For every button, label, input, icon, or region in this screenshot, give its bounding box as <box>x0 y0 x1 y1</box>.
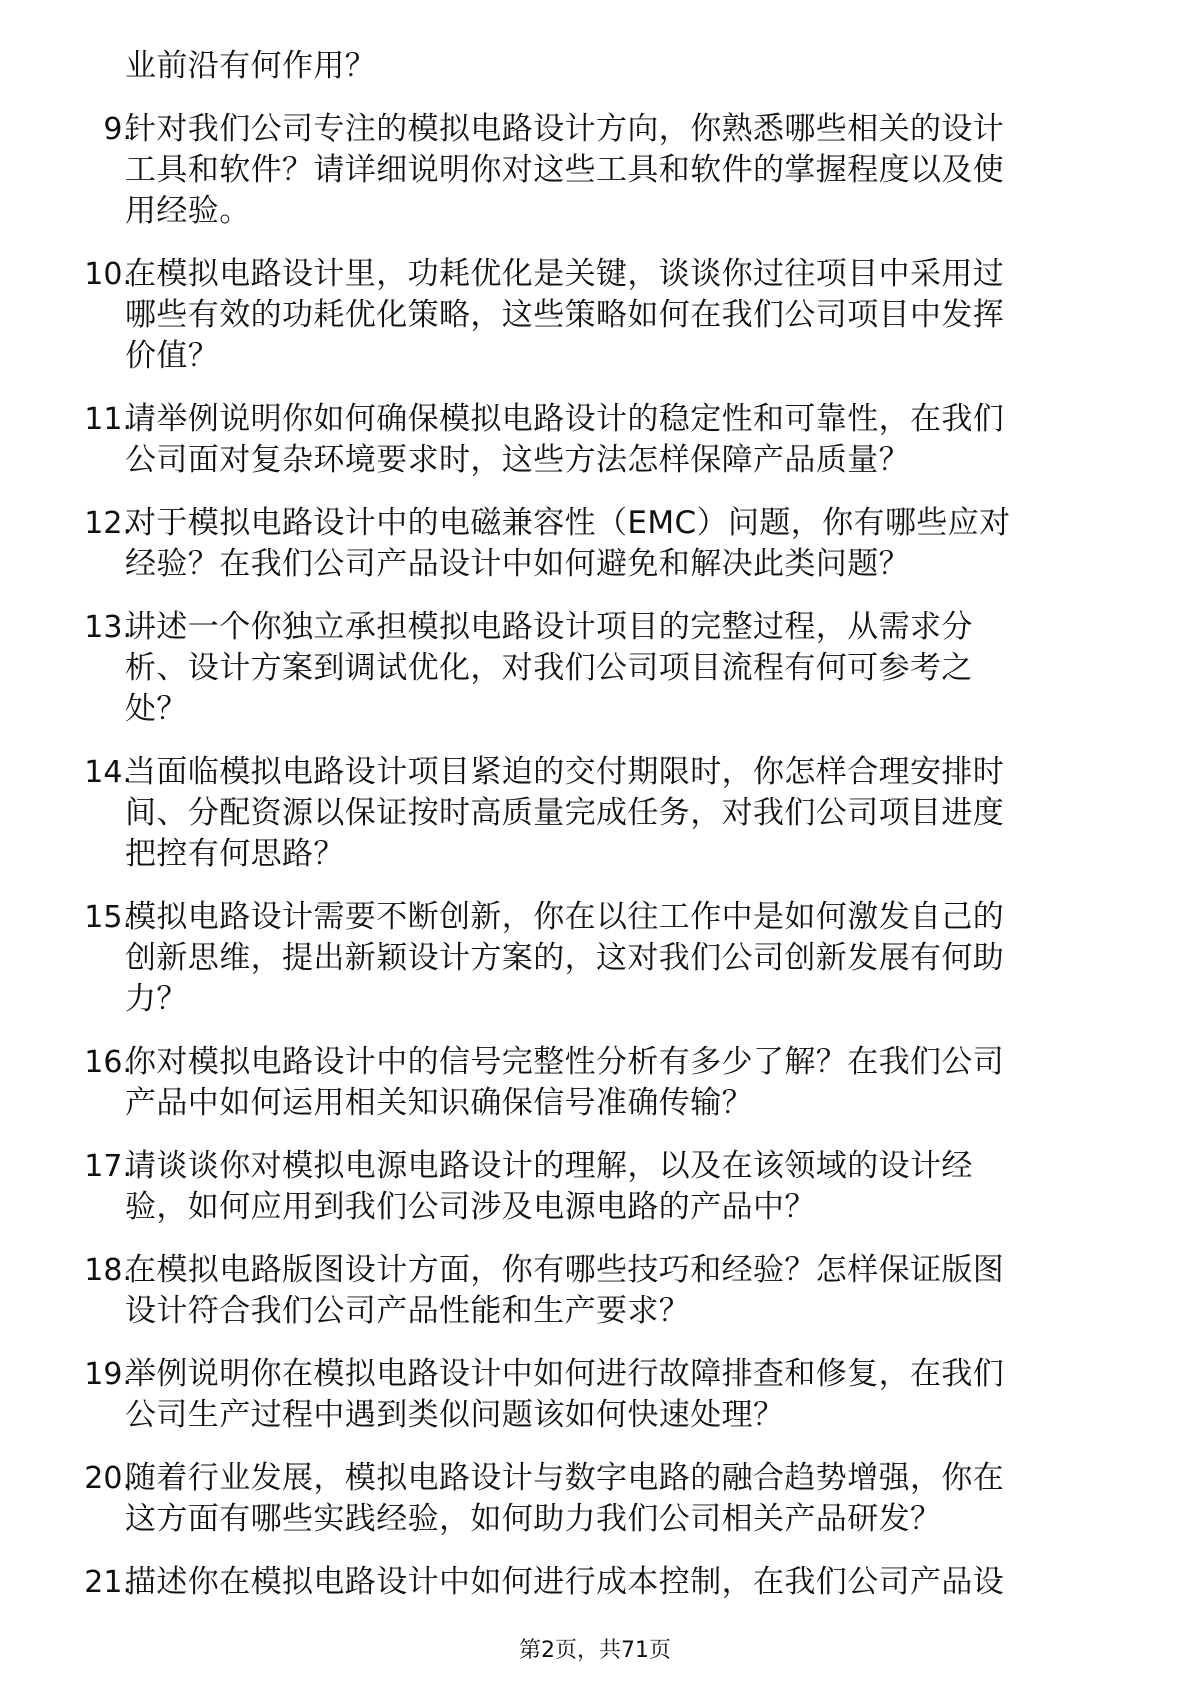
question-number: 12. <box>84 506 132 541</box>
question-text-line: 用经验。 <box>125 193 251 229</box>
question-text-line: 处？ <box>125 691 188 727</box>
question-number: 14. <box>84 755 132 790</box>
question-text <box>125 503 1115 585</box>
question-text-line: 这方面有哪些实践经验，如何助力我们公司相关产品研发？ <box>125 1501 942 1537</box>
question-text-line: 针对我们公司专注的模拟电路设计方向，你熟悉哪些相关的设计 <box>125 111 1005 147</box>
question-text-line: 创新思维，提出新颖设计方案的，这对我们公司创新发展有何助 <box>125 940 1005 976</box>
question-text-line: 析、设计方案到调试优化，对我们公司项目流程有何可参考之 <box>125 650 973 686</box>
list-item <box>0 1354 1190 1436</box>
question-number: 10. <box>84 257 132 292</box>
question-text <box>125 1146 1115 1228</box>
list-item <box>0 503 1190 585</box>
page-footer <box>0 1637 1190 1665</box>
list-item <box>0 607 1190 730</box>
question-text-line: 当面临模拟电路设计项目紧迫的交付期限时，你怎样合理安排时 <box>125 754 1005 790</box>
question-text <box>125 254 1115 377</box>
list-item <box>0 109 1190 232</box>
question-text-line: 模拟电路设计需要不断创新，你在以往工作中是如何激发自己的 <box>125 899 1005 935</box>
question-text <box>125 1250 1115 1332</box>
question-text-line: 举例说明你在模拟电路设计中如何进行故障排查和修复，在我们 <box>125 1356 1005 1392</box>
question-number: 16. <box>84 1045 132 1080</box>
question-text-line: 价值？ <box>125 338 220 374</box>
question-number: 21. <box>84 1565 132 1600</box>
question-text-line: 公司面对复杂环境要求时，这些方法怎样保障产品质量？ <box>125 442 910 478</box>
list-item <box>0 1562 1190 1603</box>
question-text-line: 把控有何思路？ <box>125 836 345 872</box>
question-text-line: 对于模拟电路设计中的电磁兼容性（EMC）问题，你有哪些应对 <box>125 505 1011 541</box>
question-text-line: 在模拟电路设计里，功耗优化是关键，谈谈你过往项目中采用过 <box>125 256 1005 292</box>
question-text <box>125 1354 1115 1436</box>
question-text-line: 哪些有效的功耗优化策略，这些策略如何在我们公司项目中发挥 <box>125 297 1005 333</box>
question-text <box>125 1562 1115 1603</box>
list-item <box>0 752 1190 875</box>
list-item <box>0 1250 1190 1332</box>
question-text-line: 力？ <box>125 981 188 1017</box>
question-text <box>125 46 1115 87</box>
question-text-line: 验，如何应用到我们公司涉及电源电路的产品中？ <box>125 1189 816 1225</box>
question-text-line: 在模拟电路版图设计方面，你有哪些技巧和经验？怎样保证版图 <box>125 1252 1005 1288</box>
question-text-line: 公司生产过程中遇到类似问题该如何快速处理？ <box>125 1397 785 1433</box>
question-text-line: 请举例说明你如何确保模拟电路设计的稳定性和可靠性，在我们 <box>125 401 1005 437</box>
question-text-line: 间、分配资源以保证按时高质量完成任务，对我们公司项目进度 <box>125 795 1005 831</box>
question-text <box>125 1042 1115 1124</box>
question-text-line: 描述你在模拟电路设计中如何进行成本控制，在我们公司产品设 <box>125 1564 1005 1600</box>
list-item <box>0 1146 1190 1228</box>
question-text-line: 随着行业发展，模拟电路设计与数字电路的融合趋势增强，你在 <box>125 1460 1005 1496</box>
list-item <box>0 1458 1190 1540</box>
list-item <box>0 897 1190 1020</box>
question-number: 15. <box>84 900 132 935</box>
question-number: 11. <box>84 402 132 437</box>
question-number: 19. <box>84 1357 132 1392</box>
question-text-line: 产品中如何运用相关知识确保信号准确传输？ <box>125 1085 753 1121</box>
question-text <box>125 399 1115 481</box>
question-text <box>125 897 1115 1020</box>
question-text-line: 业前沿有何作用？ <box>125 48 377 84</box>
question-number: 17. <box>84 1149 132 1184</box>
question-number: 18. <box>84 1253 132 1288</box>
question-text-line: 工具和软件？请详细说明你对这些工具和软件的掌握程度以及使 <box>125 152 1005 188</box>
question-text-line: 经验？在我们公司产品设计中如何避免和解决此类问题？ <box>125 546 910 582</box>
question-text-line: 讲述一个你独立承担模拟电路设计项目的完整过程，从需求分 <box>125 609 973 645</box>
list-item <box>0 46 1190 87</box>
page-number-label: 第2页，共71页 <box>519 1638 671 1663</box>
question-number: 9. <box>103 112 132 147</box>
question-text <box>125 752 1115 875</box>
question-text <box>125 607 1115 730</box>
list-item <box>0 399 1190 481</box>
question-text <box>125 109 1115 232</box>
question-number: 13. <box>84 610 132 645</box>
list-item <box>0 1042 1190 1124</box>
question-text <box>125 1458 1115 1540</box>
question-text-line: 你对模拟电路设计中的信号完整性分析有多少了解？在我们公司 <box>125 1044 1005 1080</box>
question-text-line: 设计符合我们公司产品性能和生产要求？ <box>125 1293 691 1329</box>
question-list <box>0 46 1190 1625</box>
question-number: 20. <box>84 1461 132 1496</box>
question-text-line: 请谈谈你对模拟电源电路设计的理解，以及在该领域的设计经 <box>125 1148 973 1184</box>
list-item <box>0 254 1190 377</box>
